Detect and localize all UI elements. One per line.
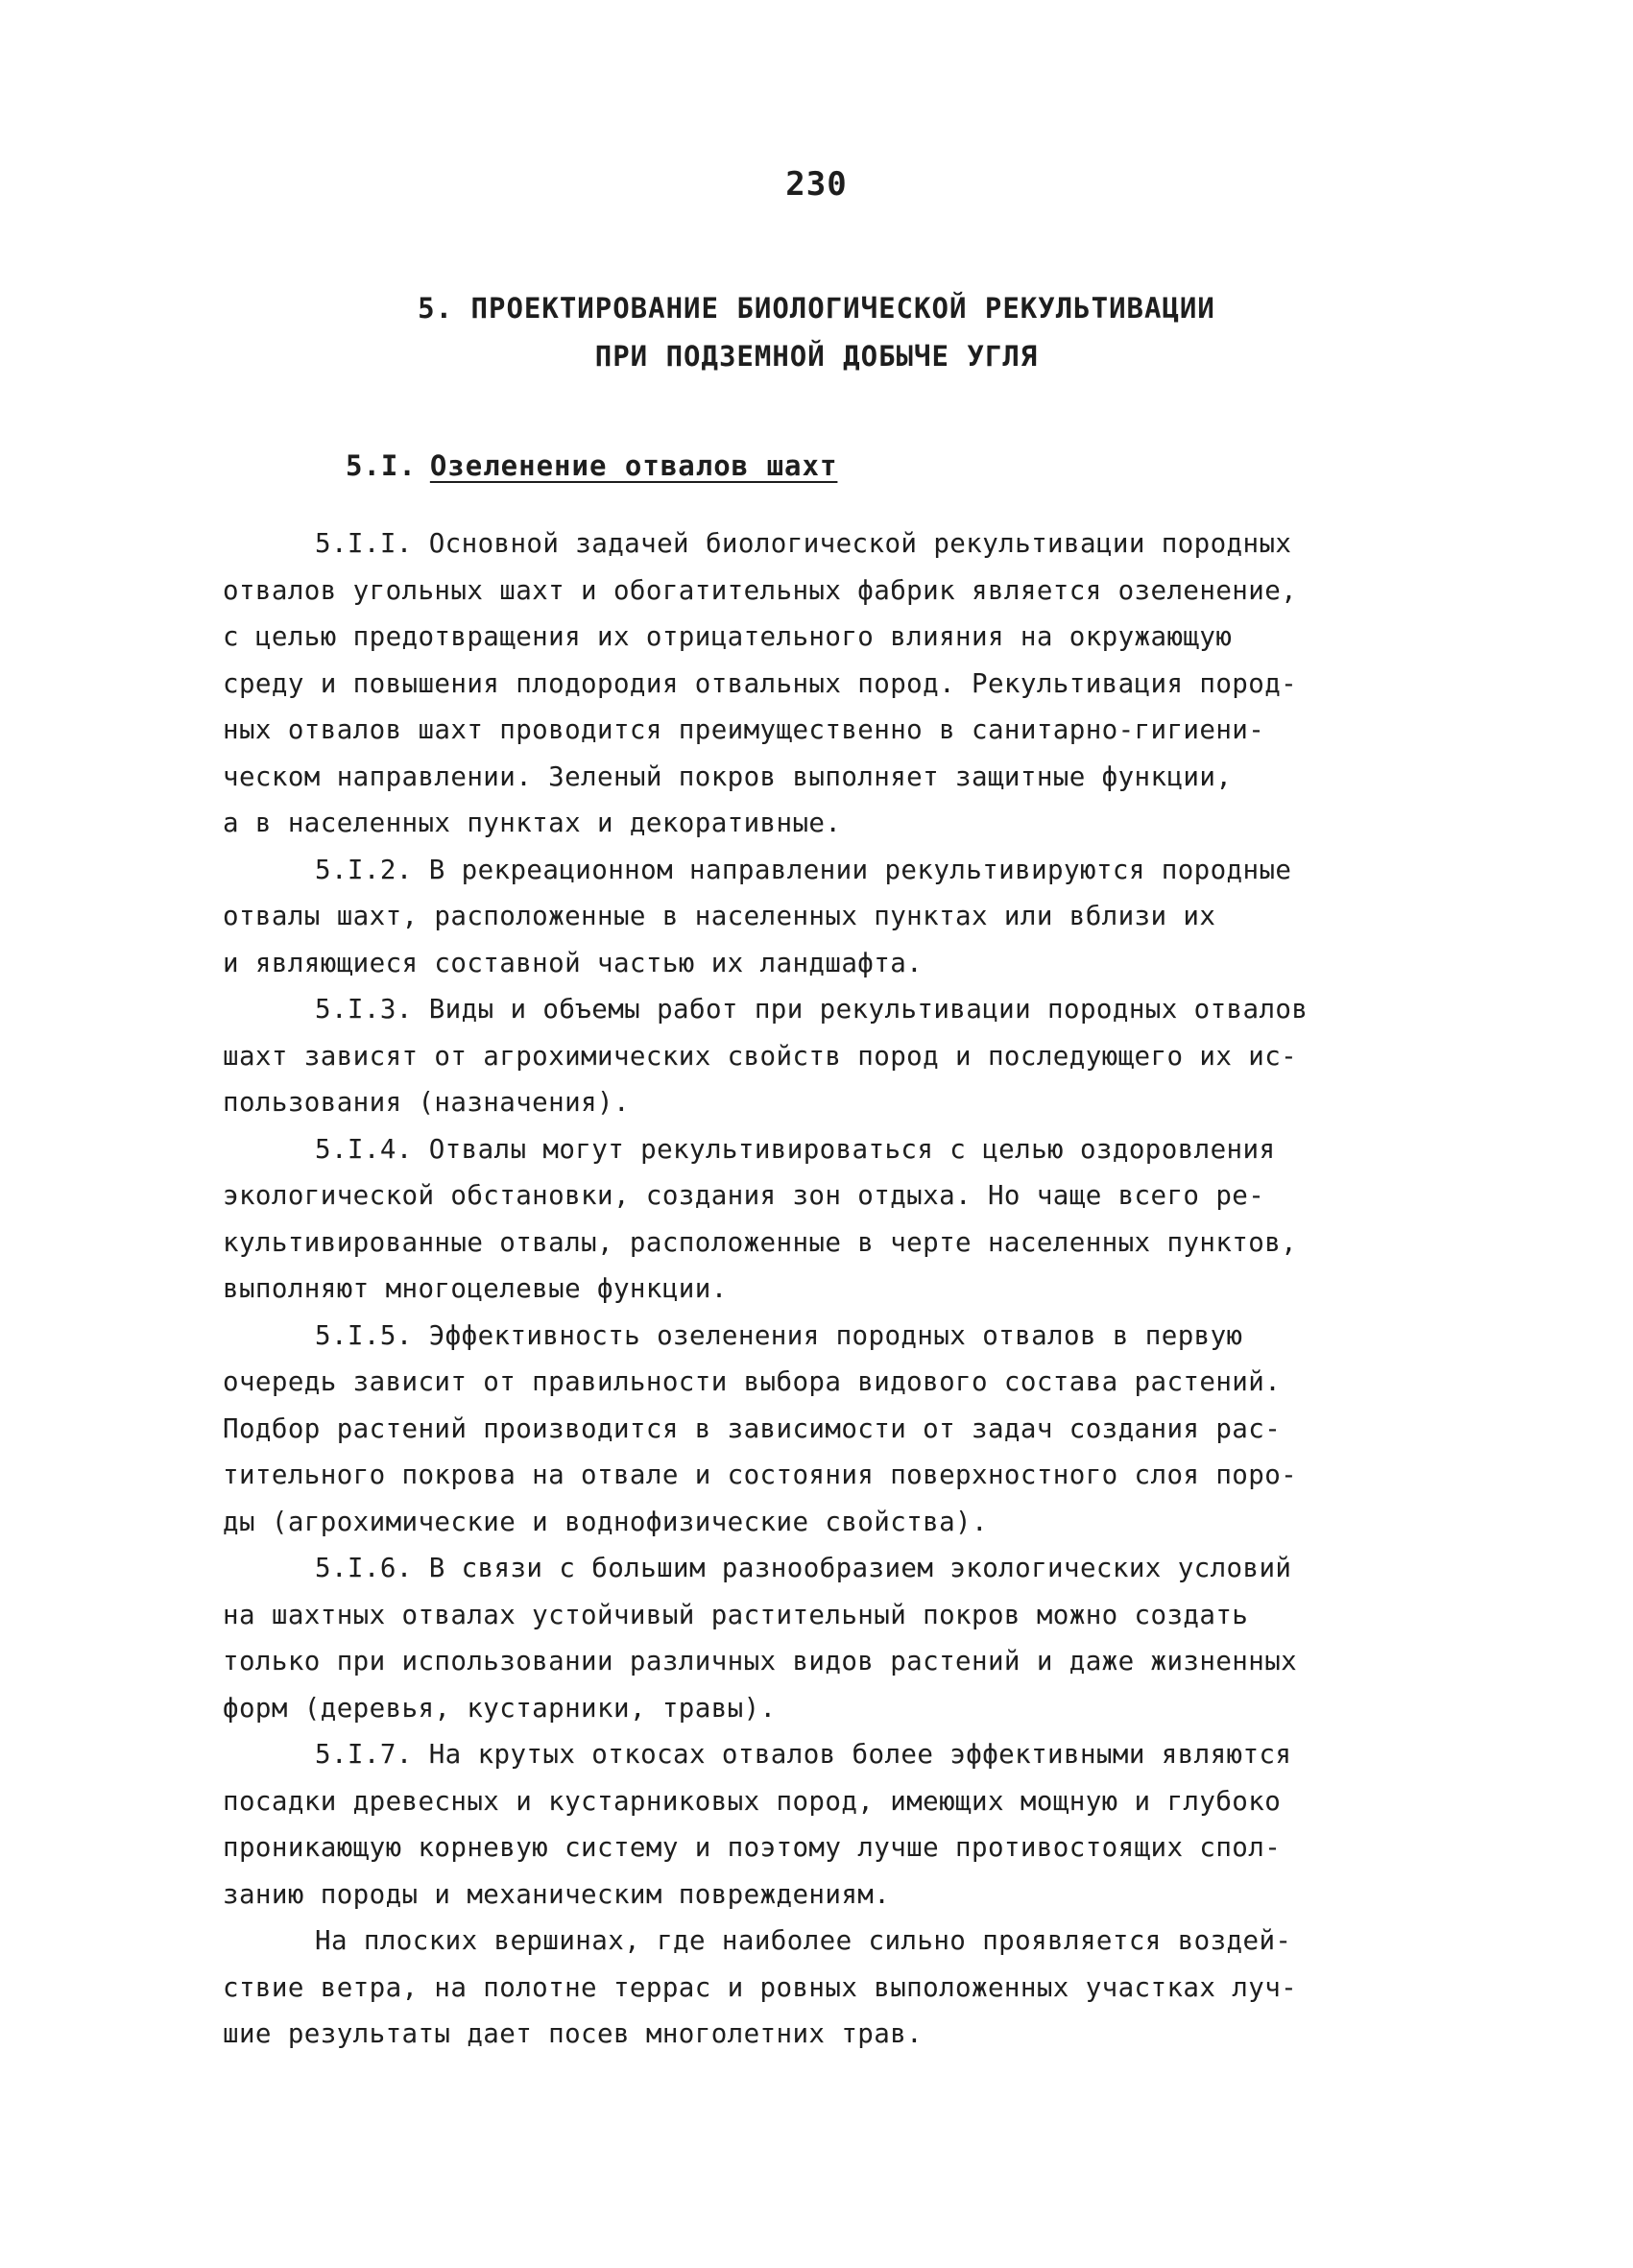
paragraph-line: выполняют многоцелевые функции.: [223, 1273, 728, 1304]
paragraph-first-line: 5.I.2. В рекреационном направлении рекультивируются породные: [315, 854, 1292, 885]
paragraph-line: ческом направлении. Зеленый покров выполняет защитные функции,: [223, 760, 1233, 792]
paragraph-line: только при использовании различных видов растений и даже жизненных: [223, 1646, 1298, 1677]
paragraph: [223, 986, 1471, 1126]
paragraph-first-line: 5.I.7. На крутых откосах отвалов более эффективными являются: [315, 1739, 1292, 1770]
paragraph: [223, 520, 1471, 847]
paragraph-line: отвалы шахт, расположенные в населенных пунктах или вблизи их: [223, 901, 1216, 931]
paragraph-line: тительного покрова на отвале и состояния поверхностного слоя поро-: [223, 1460, 1298, 1490]
paragraph-line: занию породы и механическим повреждениям.: [223, 1878, 891, 1910]
paragraph-line: ствие ветра, на полотне террас и ровных выположенных участках луч-: [223, 1971, 1298, 2003]
paragraph-line: ных отвалов шахт проводится преимущественно в санитарно-гигиени-: [223, 714, 1265, 745]
paragraph-line: ды (агрохимические и воднофизические свойства).: [223, 1506, 988, 1537]
paragraph-line: форм (деревья, кустарники, травы).: [223, 1692, 777, 1724]
paragraph-line: среду и повышения плодородия отвальных пород. Рекультивация пород-: [223, 667, 1298, 699]
paragraph: [223, 1545, 1471, 1731]
paragraph-first-line: 5.I.5. Эффективность озеленения породных отвалов в первую: [315, 1319, 1243, 1351]
paragraph-line: экологической обстановки, создания зон отдыха. Но чаще всего ре-: [223, 1180, 1265, 1211]
paragraph-first-line: 5.I.4. Отвалы могут рекультивироваться с целью оздоровления: [315, 1133, 1276, 1165]
paragraph-line: шахт зависят от агрохимических свойств пород и последующего их ис-: [223, 1040, 1298, 1072]
paragraph-line: и являющиеся составной частью их ландшафта.: [223, 947, 924, 978]
paragraph: [223, 847, 1471, 987]
paragraph-line: посадки древесных и кустарниковых пород, имеющих мощную и глубоко: [223, 1785, 1282, 1817]
paragraph-first-line: 5.I.3. Виды и объемы работ при рекультивации породных отвалов: [315, 994, 1309, 1025]
paragraph-first-line: На плоских вершинах, где наиболее сильно проявляется воздей-: [315, 1925, 1292, 1956]
paragraph-line: на шахтных отвалах устойчивый растительный покров можно создать: [223, 1599, 1249, 1630]
chapter-title-line-1: 5. ПРОЕКТИРОВАНИЕ БИОЛОГИЧЕСКОЙ РЕКУЛЬТИВАЦИИ: [418, 292, 1215, 325]
paragraph: [223, 1313, 1471, 1546]
paragraph: [223, 1731, 1471, 1918]
chapter-title: [0, 284, 1633, 380]
section-title: Озеленение отвалов шахт: [429, 449, 838, 482]
paragraph-line: а в населенных пунктах и декоративные.: [223, 808, 842, 838]
paragraph-line: отвалов угольных шахт и обогатительных фабрик является озеленение,: [223, 574, 1298, 606]
paragraph-first-line: 5.I.I. Основной задачей биологической рекультивации породных: [315, 528, 1292, 559]
paragraph-line: с целью предотвращения их отрицательного влияния на окружающую: [223, 621, 1233, 652]
page-number: 230: [785, 165, 848, 204]
paragraph-first-line: 5.I.6. В связи с большим разнообразием экологических условий: [315, 1553, 1292, 1583]
paragraph: [223, 1918, 1471, 2058]
paragraph-line: культивированные отвалы, расположенные в черте населенных пунктов,: [223, 1226, 1298, 1258]
body-text: [223, 520, 1471, 2058]
paragraph-line: пользования (назначения).: [223, 1087, 630, 1118]
paragraph: [223, 1126, 1471, 1313]
paragraph-line: очередь зависит от правильности выбора видового состава растений.: [223, 1366, 1282, 1397]
chapter-title-line-2: ПРИ ПОДЗЕМНОЙ ДОБЫЧЕ УГЛЯ: [594, 340, 1039, 373]
section-number: 5.I.: [346, 449, 417, 482]
paragraph-line: проникающую корневую систему и поэтому лучше противостоящих спол-: [223, 1832, 1282, 1863]
paragraph-line: шие результаты дает посев многолетних трав.: [223, 2018, 924, 2049]
section-heading: [346, 449, 837, 482]
paragraph-line: Подбор растений производится в зависимости от задач создания рас-: [223, 1412, 1282, 1444]
